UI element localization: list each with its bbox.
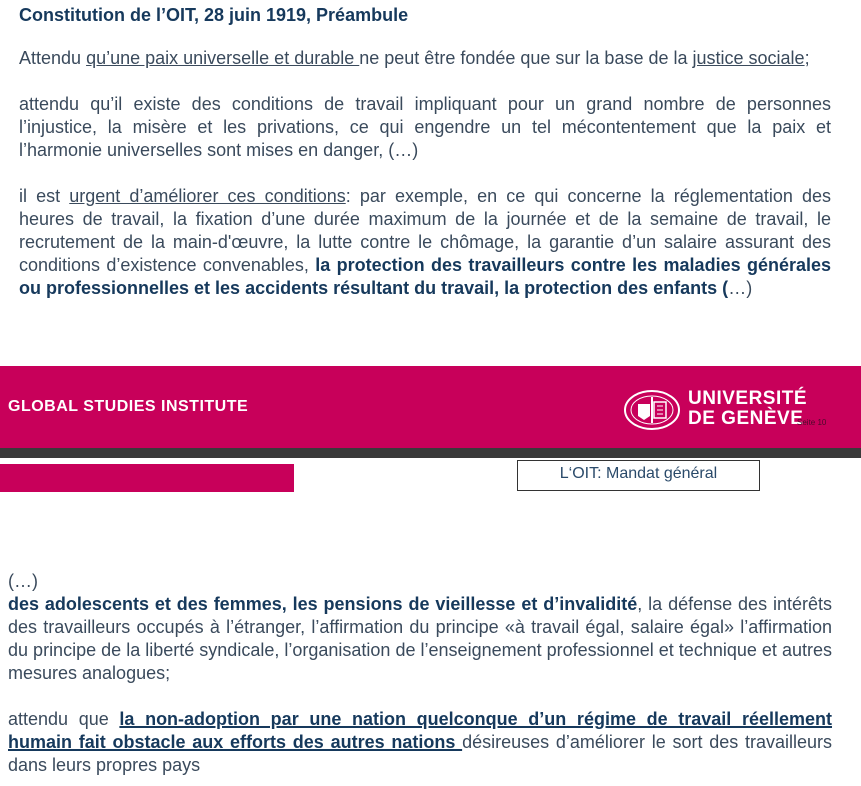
text-segment: , la défense des intérêts des travailleurs occupés à l’étranger, l’affirmation du principe «à travail égal, salaire égal» l’affirmation du principe de la liberté syndicale, l’organisation de l’enseignement professionnel et technique et autres mesures analogues; [8,594,833,683]
preamble-paragraph-2: attendu qu’il existe des conditions de travail impliquant pour un grand nombre de personnes l’injustice, la misère et les privations, ce qui engendre un tel mécontentement que la paix et l’harmonie universelles sont mises en danger, (…) [19,94,831,160]
university-name-line2: DE GENÈVE [688,408,804,429]
preamble-paragraph-5 [8,708,832,777]
preamble-paragraph-1 [19,47,831,70]
preamble-paragraph-4 [8,570,832,685]
slide-title: L‘OIT: Mandat général [517,460,760,491]
institute-name: GLOBAL STUDIES INSTITUTE [8,398,249,415]
text-segment: (…) [8,571,38,591]
university-name [688,389,807,429]
underlined-phrase: qu’une paix universelle et durable [86,48,360,68]
text-segment: ne peut être fondée que sur la base de la [359,48,693,68]
page-heading: Constitution de l’OIT, 28 juin 1919, Préambule [19,5,409,25]
underlined-phrase: justice sociale [692,48,805,68]
divider-bar [0,448,861,458]
university-seal-icon [624,390,680,430]
text-segment: attendu que [8,709,120,729]
bold-phrase: la protection des travailleurs contre les maladies générales ou professionnelles et les accidents résultant du travail, la protection des enfants ( [19,255,831,298]
text-segment: : par exemple, en ce qui concerne la réglementation des heures de travail, la fixation d’une durée maximum de la journée et de la semaine de travail, le recrutement de la main-d'œuvre, la lutte contre le chômage, la garantie d’un salaire assurant des conditions d’existence convenables, [19,186,832,275]
text-segment: désireuses d’améliorer le sort des travailleurs dans leurs propres pays [8,732,833,775]
university-name-line1: UNIVERSITÉ [688,388,808,409]
slide-number: Seite 10 [797,418,827,427]
text-segment: …) [728,278,753,298]
accent-tab [0,464,294,492]
text-segment: Attendu [19,48,87,68]
bold-underlined-phrase: la non-adoption par une nation quelconque d’un régime de travail réellement humain fait obstacle aux efforts des autres nations [8,709,833,752]
preamble-paragraph-3 [19,185,831,300]
bold-phrase: des adolescents et des femmes, les pensions de vieillesse et d’invalidité [8,594,638,614]
underlined-phrase: urgent d’améliorer ces conditions [69,186,346,206]
text-segment: il est [19,186,70,206]
text-segment: ; [804,48,810,68]
